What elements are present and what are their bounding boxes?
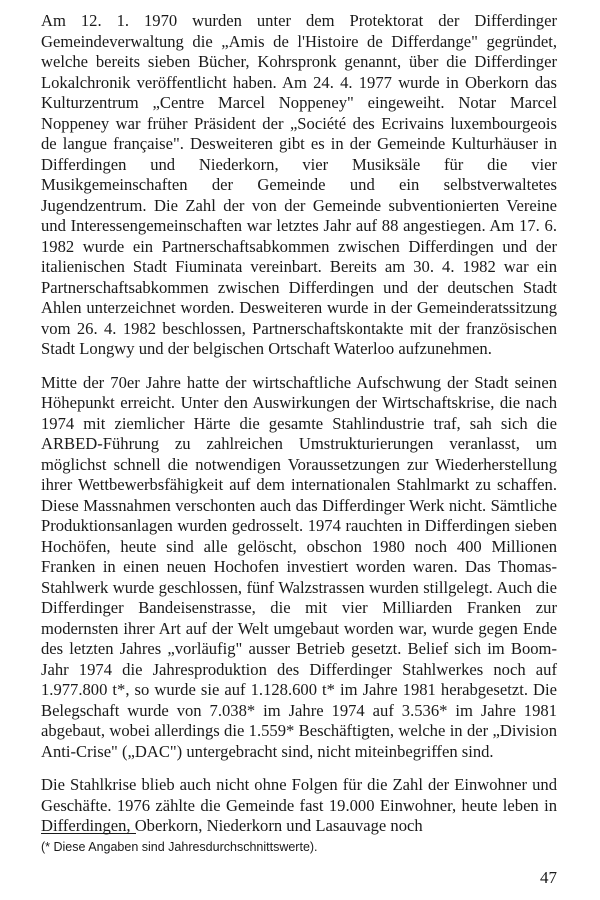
body-text — [41, 11, 557, 837]
footnote: (* Diese Angaben sind Jahresdurchschnittswerte). — [41, 840, 318, 854]
footnote-divider — [41, 833, 136, 834]
paragraph-cultural-life: Am 12. 1. 1970 wurden unter dem Protektorat der Differdinger Gemeindeverwaltung die „Amis de l'Histoire de Differdange" gegründet, welche bereits sieben Bücher, Kohrspronk genannt, über die Differdinger Lokalchronik veröffentlicht haben. Am 24. 4. 1977 wurde in Oberkorn das Kulturzentrum „Centre Marcel Noppeney" eingeweiht. Notar Marcel Noppeney war früher Präsident der „Société des Ecrivains luxembourgeois de langue française". Desweiteren gibt es in der Gemeinde Kulturhäuser in Differdingen und Niederkorn, vier Musiksäle für die vier Musikgemeinschaften der Gemeinde und ein selbstverwaltetes Jugendzentrum. Die Zahl der von der Gemeinde subventionierten Vereine und Interessengemeinschaften war letztes Jahr auf 88 angestiegen. Am 17. 6. 1982 wurde ein Partnerschaftsabkommen zwischen Differdingen und der italienischen Stadt Fiuminata vereinbart. Bereits am 30. 4. 1982 war ein Partnerschaftsabkommen zwischen Differdingen und der deutschen Stadt Ahlen unterzeichnet worden. Desweiteren wurde in der Gemeinderatssitzung vom 26. 4. 1982 beschlossen, Partnerschaftskontakte mit der französischen Stadt Longwy und der belgischen Ortschaft Waterloo aufzunehmen. — [41, 11, 557, 358]
page-number: 47 — [540, 868, 557, 887]
paragraph-steel-crisis: Mitte der 70er Jahre hatte der wirtschaftliche Aufschwung der Stadt seinen Höhepunkt erreicht. Unter den Auswirkungen der Wirtschaftskrise, die nach 1974 mit ziemlicher Härte die gesamte Stahlindustrie traf, sah sich die ARBED-Führung zu zahlreichen Umstrukturierungen veranlasst, um möglichst schnell die notwendigen Voraussetzungen zur Wiederherstellung ihrer Wettbewerbsfähigkeit auf dem internationalen Stahlmarkt zu schaffen. Diese Massnahmen verschonten auch das Differdinger Werk nicht. Sämtliche Produktionsanlagen wurden gedrosselt. 1974 rauchten in Differdingen sieben Hochöfen, heute sind alle gelöscht, obschon 1980 noch 400 Millionen Franken in einen neuen Hochofen investiert worden waren. Das Thomas-Stahlwerk wurde geschlossen, fünf Walzstrassen wurden stillgelegt. Auch die Differdinger Bandeisenstrasse, die mit vier Milliarden Franken zur modernsten ihrer Art auf der Welt umgebaut worden war, wurde gegen Ende des letzten Jahres „vorläufig" ausser Betrieb gesetzt. Belief sich im Boom-Jahr 1974 die Jahresproduktion des Differdinger Stahlwerkes noch auf 1.977.800 t*, so wurde sie auf 1.128.600 t* im Jahre 1981 herabgesetzt. Die Belegschaft wurde von 7.038* im Jahre 1974 auf 3.536* im Jahre 1981 abgebaut, wobei allerdings die 1.559* Beschäftigten, welche in der „Division Anti-Crise" („DAC") untergebracht sind, nicht miteinbegriffen sind. — [41, 372, 557, 761]
paragraph-population: Die Stahlkrise blieb auch nicht ohne Folgen für die Zahl der Einwohner und Geschäfte. 1976 zählte die Gemeinde fast 19.000 Einwohner, heute leben in Differdingen, Oberkorn, Niederkorn und Lasauvage noch — [41, 775, 557, 835]
